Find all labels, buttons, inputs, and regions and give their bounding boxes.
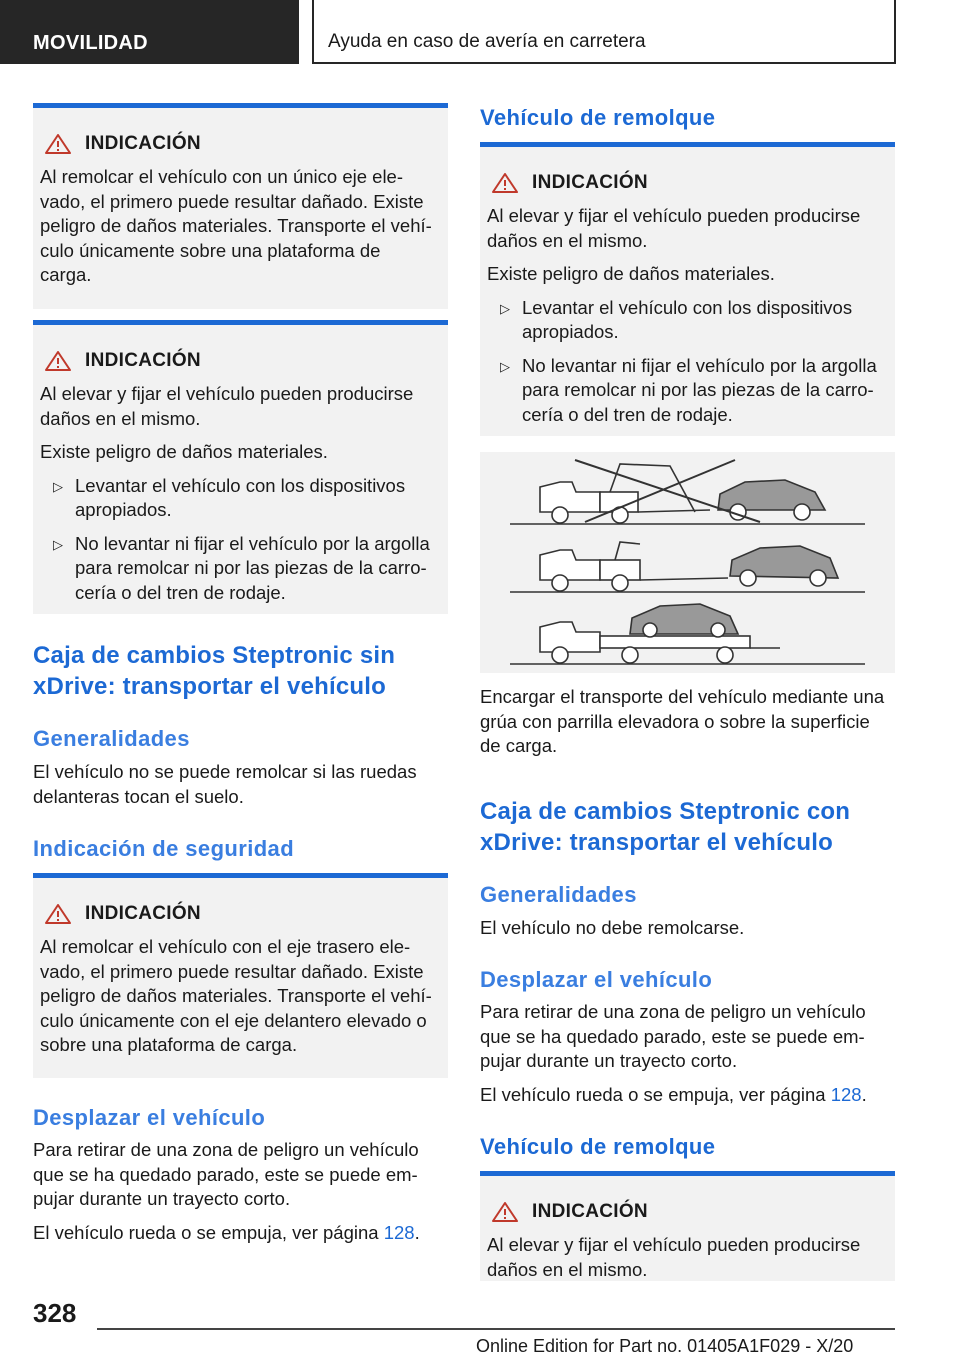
heading-line: xDrive: transportar el vehículo [480,829,833,856]
warning-triangle-icon [490,1201,520,1223]
notice-line: Al remolcar el vehículo con el eje trasero ele- [40,936,411,957]
bullet-item [40,474,440,523]
notice-line: peligro de daños materiales. Transporte el vehí- [40,215,432,236]
notice-header [490,170,887,196]
wheel [552,575,568,591]
notice-line: vado, el primero puede resultar dañado. Existe [40,960,424,982]
notice-line: carga. [40,264,92,285]
wheel [717,647,733,663]
bullet-line: Levantar el vehículo con los dispositivos [522,296,853,318]
notice-header [490,1199,887,1225]
warning-triangle-icon [43,903,73,925]
warning-triangle-icon [43,133,73,155]
notice-line: Al elevar y fijar el vehículo pueden producirse [487,205,861,226]
towing-methods-illustration [480,452,895,673]
notice-line: sobre una plataforma de carga. [40,1034,298,1055]
page-link-128[interactable]: 128 [830,1084,862,1105]
truck-cab-3 [540,622,600,652]
bullet-triangle-icon: ▷ [53,536,63,552]
notice-paragraph [40,382,440,431]
general-text-right: El vehículo no debe remolcarse. [480,917,745,938]
subheading-tow-vehicle: Vehículo de remolque [480,105,716,130]
bullet-line: Levantar el vehículo con los dispositivos [75,474,406,496]
wheel [612,575,628,591]
notice-text [40,935,440,1058]
warning-triangle-icon [43,350,73,372]
notice-line: vado, el primero puede resultar dañado. Existe [40,190,424,212]
bullet-line: cería o del tren de rodaje. [75,581,286,603]
text-line: delanteras tocan el suelo. [33,785,244,807]
bullet-line: cería o del tren de rodaje. [522,403,733,425]
notice-paragraph: Existe peligro de daños materiales. [487,263,775,284]
figure-caption [480,685,895,759]
notice-line: Al remolcar el vehículo con un único eje ele- [40,166,403,187]
text-line: pujar durante un trayecto corto. [33,1188,291,1209]
reference-punct: . [861,1084,867,1105]
section-heading-with-xdrive [480,796,850,858]
notice-line: daños en el mismo. [487,229,648,251]
subheading-move-vehicle-right: Desplazar el vehículo [480,967,713,992]
notice-title: INDICACIÓN [85,133,201,154]
text-line: El vehículo no se puede remolcar si las ruedas [33,761,417,782]
bullet-line: apropiados. [75,499,172,520]
wheel [810,570,826,586]
notice-box-lifting [33,320,448,614]
wheel [552,507,568,523]
bullet-line: No levantar ni fijar el vehículo por la argolla [522,354,877,376]
subheading-safety: Indicación de seguridad [33,836,295,861]
notice-line: Al elevar y fijar el vehículo pueden producirse [40,383,414,404]
wheel [711,623,725,637]
notice-header [43,901,440,927]
notice-title: INDICACIÓN [532,172,648,193]
notice-title: INDICACIÓN [532,1201,648,1222]
notice-box-lifting-short [480,1171,895,1281]
bullet-triangle-icon: ▷ [53,478,63,494]
text-line: de carga. [480,735,558,756]
cross-out-line [585,460,735,522]
heading-line: xDrive: transportar el vehículo [33,673,386,700]
general-text [33,760,448,809]
subheading-move-vehicle: Desplazar el vehículo [33,1105,266,1130]
reference-text: El vehículo rueda o se empuja, ver página [33,1222,384,1243]
text-line: grúa con parrilla elevadora o sobre la superficie [480,710,870,732]
flatbed-3 [600,636,750,648]
push-reference [33,1221,448,1246]
notice-text [487,1233,887,1282]
text-line: que se ha quedado parado, este se puede em- [480,1025,865,1047]
notice-line: culo únicamente con el eje delantero elevado o [40,1009,427,1031]
reference-punct: . [414,1222,420,1243]
text-line: pujar durante un trayecto corto. [480,1050,738,1071]
notice-text [40,165,440,288]
heading-line: Caja de cambios Steptronic con [480,798,851,825]
page-number: 328 [33,1298,77,1328]
notice-box-single-axle [33,103,448,309]
wheel [622,647,638,663]
bullet-line: No levantar ni fijar el vehículo por la argolla [75,532,430,554]
subheading-tow-vehicle-2: Vehículo de remolque [480,1134,716,1159]
subheading-general: Generalidades [33,726,190,751]
notice-paragraph: Existe peligro de daños materiales. [40,441,328,462]
notice-line: culo únicamente sobre una plataforma de [40,239,381,261]
footer-divider [97,1328,895,1330]
section-heading-without-xdrive [33,640,395,702]
text-line: Encargar el transporte del vehículo mediante una [480,686,885,707]
notice-header [43,348,440,374]
warning-triangle-icon [490,172,520,194]
wheel [552,647,568,663]
notice-line: daños en el mismo. [487,1258,648,1280]
wheel-lift-2 [640,578,728,580]
notice-title: INDICACIÓN [85,350,201,371]
text-line: que se ha quedado parado, este se puede em- [33,1163,418,1185]
chapter-title: Ayuda en caso de avería en carretera [328,31,646,52]
notice-line: peligro de daños materiales. Transporte el vehí- [40,985,432,1006]
truck-cab-1 [540,482,600,512]
wheel [740,570,756,586]
move-text-right [480,1000,895,1074]
section-tab [0,0,299,64]
truck-cab-2 [540,550,600,580]
notice-line: Al elevar y fijar el vehículo pueden producirse [487,1234,861,1255]
notice-box-rear-axle [33,873,448,1078]
move-text [33,1138,448,1212]
tow-bar-1 [638,510,710,512]
wheel [794,504,810,520]
chapter-title-box [312,0,896,64]
subheading-general-right: Generalidades [480,882,637,907]
bullet-item [487,354,887,428]
edition-info: Online Edition for Part no. 01405A1F029 - X/20 [476,1336,854,1356]
tow-crane-2 [615,542,640,560]
bullet-line: para remolcar ni por las piezas de la carro- [522,379,874,400]
bullet-item [487,296,887,345]
wheel [643,623,657,637]
text-line: Para retirar de una zona de peligro un vehículo [480,1001,866,1022]
notice-title: INDICACIÓN [85,903,201,924]
towing-diagram-svg [480,452,895,673]
bullet-triangle-icon: ▷ [500,358,510,374]
reference-text: El vehículo rueda o se empuja, ver página [480,1084,831,1105]
section-label: MOVILIDAD [33,32,148,54]
bullet-triangle-icon: ▷ [500,300,510,316]
notice-header [43,131,440,157]
text-line: Para retirar de una zona de peligro un vehículo [33,1139,419,1160]
bullet-line: apropiados. [522,321,619,342]
push-reference-right [480,1083,895,1108]
page-link-128[interactable]: 128 [383,1222,415,1243]
notice-box-lifting-right [480,142,895,436]
heading-line: Caja de cambios Steptronic sin [33,642,396,669]
bullet-line: para remolcar ni por las piezas de la carro- [75,557,427,578]
notice-line: daños en el mismo. [40,407,201,429]
notice-paragraph [487,204,887,253]
bullet-item [40,532,440,606]
